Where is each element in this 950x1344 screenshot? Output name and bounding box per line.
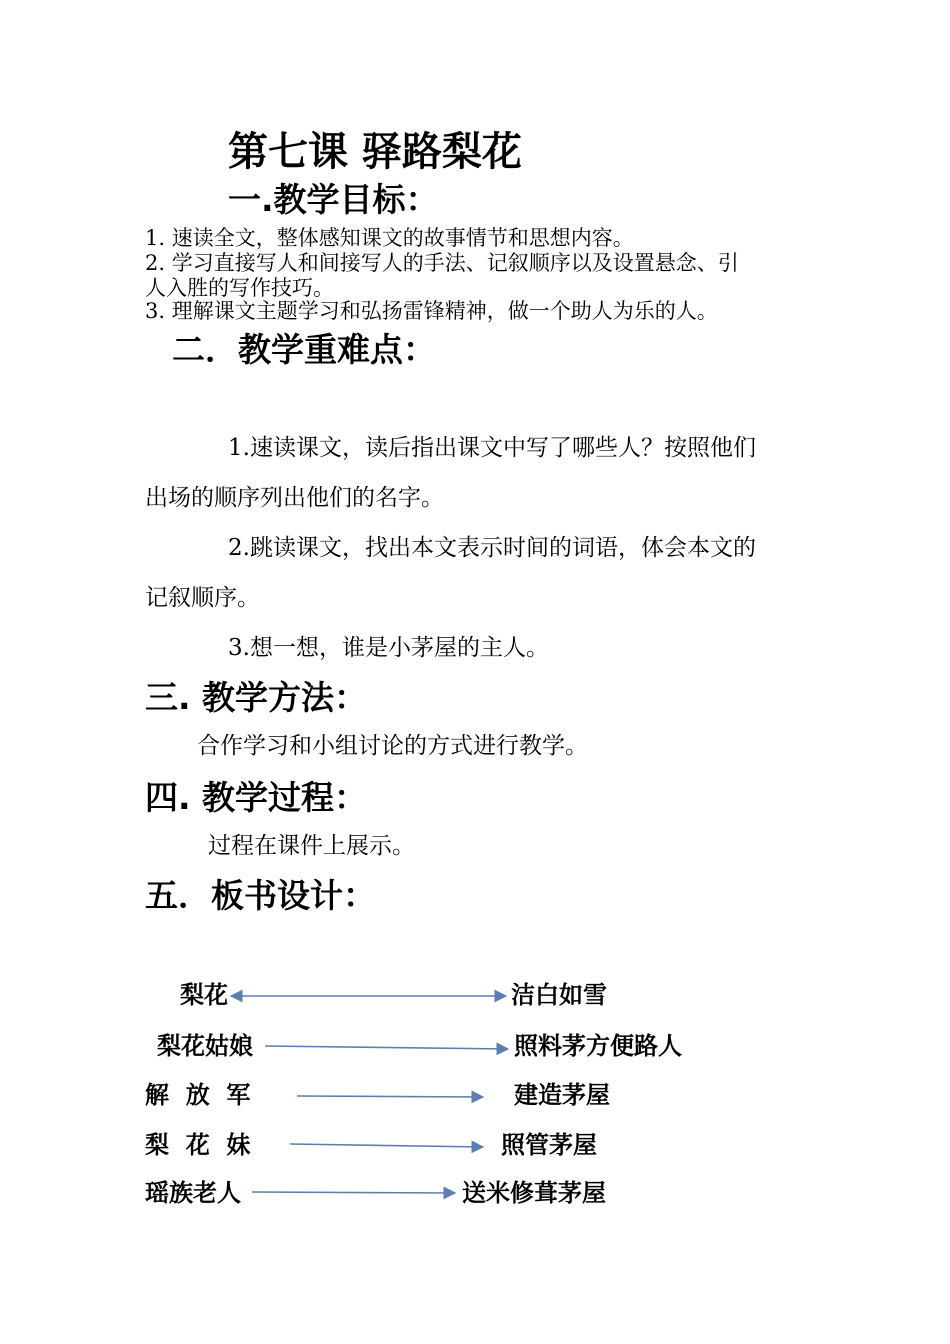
board-left-item: 梨花 xyxy=(180,981,228,1009)
board-left-item: 解 放 军 xyxy=(145,1081,251,1109)
board-right-item: 照料茅方便路人 xyxy=(514,1032,682,1060)
objective-item: 3. 理解课文主题学习和弘扬雷锋精神，做一个助人为乐的人。 xyxy=(145,299,718,323)
board-left-item: 梨花姑娘 xyxy=(157,1032,253,1060)
section-heading-keypoints: 二．教学重难点： xyxy=(172,330,436,369)
section-heading-board: 五．板书设计： xyxy=(145,876,376,915)
board-left-item: 梨 花 妹 xyxy=(145,1131,251,1159)
section-heading-method: 三. 教学方法： xyxy=(145,678,368,717)
objective-item: 1. 速读全文，整体感知课文的故事情节和思想内容。 xyxy=(145,226,634,250)
arrow-icon xyxy=(290,1144,483,1147)
board-right-item: 洁白如雪 xyxy=(511,981,607,1009)
arrow-icon xyxy=(252,1192,455,1193)
keypoint-line: 2.跳读课文，找出本文表示时间的词语，体会本文的 xyxy=(228,535,756,561)
page-title: 第七课 驿路梨花 xyxy=(228,129,522,175)
section-heading-objectives: 一.教学目标： xyxy=(228,180,439,219)
board-right-item: 建造茅屋 xyxy=(514,1081,610,1109)
method-text: 合作学习和小组讨论的方式进行教学。 xyxy=(197,733,588,759)
section-heading-process: 四. 教学过程： xyxy=(145,778,368,817)
keypoint-line: 3.想一想，谁是小茅屋的主人。 xyxy=(228,635,549,661)
keypoint-line: 1.速读课文，读后指出课文中写了哪些人？按照他们 xyxy=(228,435,756,461)
keypoint-line: 记叙顺序。 xyxy=(145,585,260,611)
objective-item: 2. 学习直接写人和间接写人的手法、记叙顺序以及设置悬念、引 xyxy=(145,251,739,275)
board-left-item: 瑶族老人 xyxy=(145,1179,241,1207)
objective-item: 人入胜的写作技巧。 xyxy=(145,276,334,300)
process-text: 过程在课件上展示。 xyxy=(208,833,415,859)
arrow-icon xyxy=(297,1096,483,1097)
board-right-item: 送米修葺茅屋 xyxy=(462,1179,606,1207)
arrow-icon xyxy=(265,1046,508,1049)
board-right-item: 照管茅屋 xyxy=(501,1131,597,1159)
keypoint-line: 出场的顺序列出他们的名字。 xyxy=(145,485,444,511)
